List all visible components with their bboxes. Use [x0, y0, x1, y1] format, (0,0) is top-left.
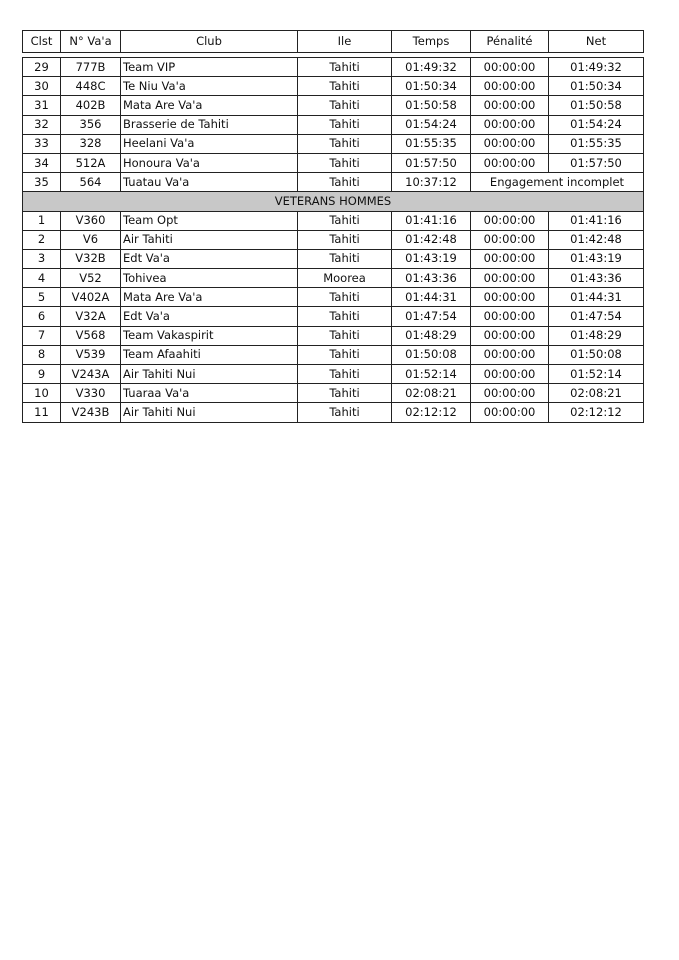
cell-temps: 01:49:32	[392, 58, 471, 77]
table-row	[23, 77, 644, 96]
cell-clst: 5	[23, 288, 61, 307]
cell-temps: 01:50:08	[392, 345, 471, 364]
cell-vaa: V539	[61, 345, 121, 364]
cell-club: Team VIP	[121, 58, 298, 77]
cell-clst: 30	[23, 77, 61, 96]
cell-net: 01:43:36	[549, 269, 644, 288]
cell-clst: 10	[23, 384, 61, 403]
cell-club: Tuatau Va'a	[121, 173, 298, 192]
cell-vaa: V52	[61, 269, 121, 288]
cell-clst: 11	[23, 403, 61, 422]
cell-vaa: V360	[61, 211, 121, 230]
table-row	[23, 326, 644, 345]
cell-clst: 29	[23, 58, 61, 77]
cell-net: 01:49:32	[549, 58, 644, 77]
cell-net: 01:43:19	[549, 249, 644, 268]
table-row-incomplete	[23, 173, 644, 192]
header-temps: Temps	[392, 31, 471, 53]
header-row	[23, 31, 644, 53]
cell-temps: 01:41:16	[392, 211, 471, 230]
header-vaa: N° Va'a	[61, 31, 121, 53]
cell-vaa: 512A	[61, 153, 121, 172]
cell-club: Air Tahiti Nui	[121, 365, 298, 384]
cell-clst: 7	[23, 326, 61, 345]
cell-club: Te Niu Va'a	[121, 77, 298, 96]
cell-ile: Moorea	[298, 269, 392, 288]
cell-penalite: 00:00:00	[471, 326, 549, 345]
cell-club: Heelani Va'a	[121, 134, 298, 153]
cell-club: Team Afaahiti	[121, 345, 298, 364]
cell-ile: Tahiti	[298, 288, 392, 307]
cell-club: Air Tahiti Nui	[121, 403, 298, 422]
cell-net: 01:54:24	[549, 115, 644, 134]
cell-ile: Tahiti	[298, 211, 392, 230]
cell-penalite: 00:00:00	[471, 211, 549, 230]
cell-clst: 8	[23, 345, 61, 364]
cell-net: 01:41:16	[549, 211, 644, 230]
table-row	[23, 211, 644, 230]
table-row	[23, 384, 644, 403]
cell-club: Team Vakaspirit	[121, 326, 298, 345]
cell-temps: 01:52:14	[392, 365, 471, 384]
cell-penalite: 00:00:00	[471, 58, 549, 77]
cell-clst: 31	[23, 96, 61, 115]
cell-vaa: V568	[61, 326, 121, 345]
cell-clst: 2	[23, 230, 61, 249]
cell-ile: Tahiti	[298, 230, 392, 249]
table-row	[23, 288, 644, 307]
cell-temps: 02:08:21	[392, 384, 471, 403]
cell-penalite: 00:00:00	[471, 230, 549, 249]
header-club: Club	[121, 31, 298, 53]
cell-penalite: 00:00:00	[471, 269, 549, 288]
cell-penalite: 00:00:00	[471, 77, 549, 96]
cell-vaa: V243A	[61, 365, 121, 384]
cell-penalite: 00:00:00	[471, 403, 549, 422]
cell-club: Mata Are Va'a	[121, 288, 298, 307]
cell-penalite: 00:00:00	[471, 307, 549, 326]
cell-clst: 34	[23, 153, 61, 172]
cell-vaa: 328	[61, 134, 121, 153]
cell-club: Tuaraa Va'a	[121, 384, 298, 403]
cell-clst: 1	[23, 211, 61, 230]
cell-club: Edt Va'a	[121, 307, 298, 326]
cell-net: 01:42:48	[549, 230, 644, 249]
cell-ile: Tahiti	[298, 345, 392, 364]
cell-club: Brasserie de Tahiti	[121, 115, 298, 134]
cell-temps: 01:54:24	[392, 115, 471, 134]
cell-temps: 01:44:31	[392, 288, 471, 307]
cell-temps: 01:48:29	[392, 326, 471, 345]
cell-net: 01:48:29	[549, 326, 644, 345]
cell-ile: Tahiti	[298, 365, 392, 384]
header-penalite: Pénalité	[471, 31, 549, 53]
cell-club: Air Tahiti	[121, 230, 298, 249]
cell-net: 01:57:50	[549, 153, 644, 172]
table-row	[23, 365, 644, 384]
table-row	[23, 345, 644, 364]
cell-ile: Tahiti	[298, 173, 392, 192]
cell-penalite: 00:00:00	[471, 134, 549, 153]
cell-club: Mata Are Va'a	[121, 96, 298, 115]
cell-temps: 01:50:58	[392, 96, 471, 115]
cell-temps: 01:50:34	[392, 77, 471, 96]
cell-penalite: 00:00:00	[471, 288, 549, 307]
group1-rows	[23, 58, 644, 173]
cell-net: 01:50:58	[549, 96, 644, 115]
cell-ile: Tahiti	[298, 384, 392, 403]
cell-ile: Tahiti	[298, 96, 392, 115]
cell-club: Team Opt	[121, 211, 298, 230]
results-header-table	[22, 30, 644, 53]
cell-vaa: V402A	[61, 288, 121, 307]
cell-net: 01:50:34	[549, 77, 644, 96]
cell-net: 01:55:35	[549, 134, 644, 153]
cell-temps: 01:43:19	[392, 249, 471, 268]
cell-net: 01:44:31	[549, 288, 644, 307]
cell-clst: 3	[23, 249, 61, 268]
results-table	[22, 57, 644, 423]
middle-rows	[23, 173, 644, 211]
cell-ile: Tahiti	[298, 77, 392, 96]
table-row	[23, 249, 644, 268]
cell-ile: Tahiti	[298, 326, 392, 345]
cell-vaa: V243B	[61, 403, 121, 422]
cell-temps: 01:47:54	[392, 307, 471, 326]
header-net: Net	[549, 31, 644, 53]
table-row	[23, 403, 644, 422]
cell-ile: Tahiti	[298, 134, 392, 153]
cell-net: 01:52:14	[549, 365, 644, 384]
cell-club: Edt Va'a	[121, 249, 298, 268]
cell-vaa: 777B	[61, 58, 121, 77]
section-row	[23, 192, 644, 211]
cell-temps: 01:55:35	[392, 134, 471, 153]
cell-net: 02:12:12	[549, 403, 644, 422]
cell-penalite: 00:00:00	[471, 249, 549, 268]
table-row	[23, 58, 644, 77]
section-title: VETERANS HOMMES	[23, 192, 644, 211]
table-row	[23, 230, 644, 249]
cell-clst: 32	[23, 115, 61, 134]
cell-net: 02:08:21	[549, 384, 644, 403]
cell-clst: 35	[23, 173, 61, 192]
cell-note: Engagement incomplet	[471, 173, 644, 192]
cell-ile: Tahiti	[298, 115, 392, 134]
cell-penalite: 00:00:00	[471, 96, 549, 115]
table-row	[23, 134, 644, 153]
cell-clst: 33	[23, 134, 61, 153]
cell-ile: Tahiti	[298, 249, 392, 268]
cell-vaa: V6	[61, 230, 121, 249]
cell-ile: Tahiti	[298, 403, 392, 422]
cell-net: 01:47:54	[549, 307, 644, 326]
cell-penalite: 00:00:00	[471, 153, 549, 172]
header-clst: Clst	[23, 31, 61, 53]
table-row	[23, 269, 644, 288]
cell-penalite: 00:00:00	[471, 365, 549, 384]
cell-clst: 9	[23, 365, 61, 384]
cell-temps: 01:42:48	[392, 230, 471, 249]
cell-temps: 01:43:36	[392, 269, 471, 288]
cell-club: Tohivea	[121, 269, 298, 288]
cell-vaa: 564	[61, 173, 121, 192]
table-row	[23, 96, 644, 115]
cell-penalite: 00:00:00	[471, 345, 549, 364]
cell-net: 01:50:08	[549, 345, 644, 364]
cell-club: Honoura Va'a	[121, 153, 298, 172]
table-row	[23, 115, 644, 134]
cell-clst: 6	[23, 307, 61, 326]
cell-vaa: 448C	[61, 77, 121, 96]
cell-vaa: 402B	[61, 96, 121, 115]
cell-vaa: V32B	[61, 249, 121, 268]
table-row	[23, 153, 644, 172]
cell-temps: 10:37:12	[392, 173, 471, 192]
cell-clst: 4	[23, 269, 61, 288]
cell-vaa: V32A	[61, 307, 121, 326]
cell-vaa: V330	[61, 384, 121, 403]
group2-rows	[23, 211, 644, 422]
cell-temps: 02:12:12	[392, 403, 471, 422]
cell-penalite: 00:00:00	[471, 384, 549, 403]
header-ile: Ile	[298, 31, 392, 53]
cell-temps: 01:57:50	[392, 153, 471, 172]
cell-vaa: 356	[61, 115, 121, 134]
cell-penalite: 00:00:00	[471, 115, 549, 134]
table-row	[23, 307, 644, 326]
cell-ile: Tahiti	[298, 58, 392, 77]
cell-ile: Tahiti	[298, 153, 392, 172]
cell-ile: Tahiti	[298, 307, 392, 326]
